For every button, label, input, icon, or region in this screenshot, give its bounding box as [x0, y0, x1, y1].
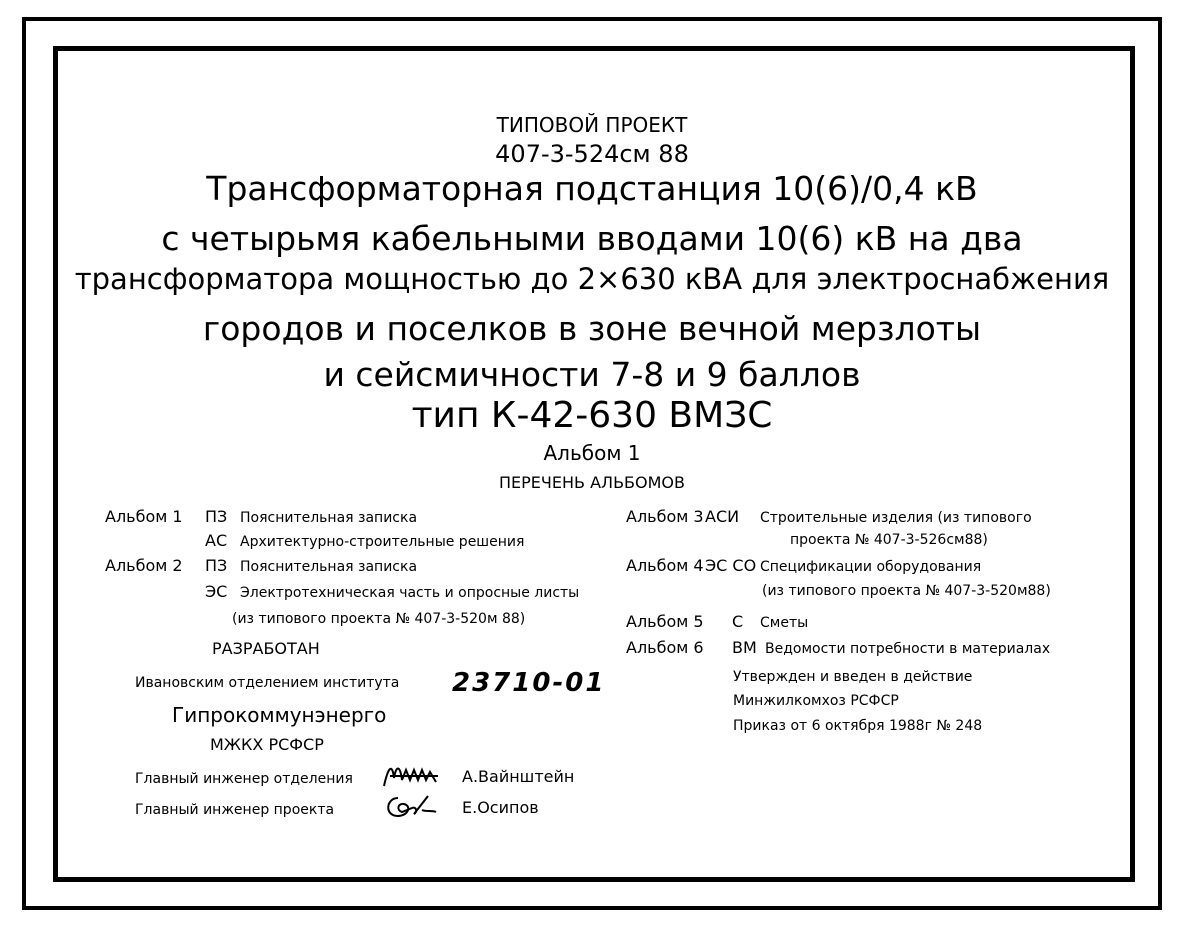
album-source-note: (из типового проекта № 407-3-520м 88): [232, 611, 526, 627]
album-desc: Сметы: [760, 615, 809, 631]
album-code: ПЗ: [205, 556, 228, 575]
album-code: АСИ: [705, 507, 740, 526]
album-code: ПЗ: [205, 507, 228, 526]
album-label: Альбом 5: [626, 612, 704, 631]
album-code: ЭС СО: [705, 556, 757, 575]
album-code: ВМ: [732, 638, 757, 657]
album-desc: Архитектурно-строительные решения: [240, 534, 525, 550]
album-code: ЭС: [205, 582, 228, 601]
album-label: Альбом 4: [626, 556, 704, 575]
title-line-3: трансформатора мощностью до 2×630 кВА для электроснабжения: [74, 262, 1110, 296]
album-label: Альбом 1: [105, 507, 183, 526]
albums-heading: ПЕРЕЧЕНЬ АЛЬБОМОВ: [499, 473, 685, 492]
title-line-5: и сейсмичности 7-8 и 9 баллов: [323, 355, 861, 394]
title-line-1: Трансформаторная подстанция 10(6)/0,4 кВ: [206, 169, 978, 208]
album-desc: Электротехническая часть и опросные листы: [240, 585, 580, 601]
album-desc-cont: проекта № 407-3-526см88): [790, 532, 988, 548]
album-desc: Строительные изделия (из типового: [760, 510, 1032, 526]
album-label: Альбом 3: [626, 507, 704, 526]
ministry-name: МЖКХ РСФСР: [210, 735, 324, 754]
title-line-6: тип К-42-630 ВМЗС: [411, 395, 773, 436]
developed-label: РАЗРАБОТАН: [212, 639, 320, 658]
album-desc: Пояснительная записка: [240, 559, 418, 575]
signature-name: Е.Осипов: [462, 798, 539, 817]
signature-role: Главный инженер отделения: [135, 771, 353, 787]
approval-line-3: Приказ от 6 октября 1988г № 248: [733, 718, 983, 734]
handwritten-signature-2: [382, 790, 442, 822]
album-code: С: [732, 612, 744, 631]
album-code: АС: [205, 531, 228, 550]
approval-line-2: Минжилкомхоз РСФСР: [733, 693, 899, 709]
title-line-4: городов и поселков в зоне вечной мерзлоты: [202, 309, 982, 348]
approval-line-1: Утвержден и введен в действие: [733, 669, 973, 685]
album-number: Альбом 1: [543, 441, 641, 465]
project-number: 407-3-524см 88: [495, 140, 689, 168]
signature-role: Главный инженер проекта: [135, 802, 335, 818]
handwritten-signature-1: [380, 758, 460, 790]
title-line-2: с четырьмя кабельными вводами 10(6) кВ на два: [161, 219, 1023, 258]
album-desc: Ведомости потребности в материалах: [765, 641, 1051, 657]
album-desc: Пояснительная записка: [240, 510, 418, 526]
album-label: Альбом 2: [105, 556, 183, 575]
album-desc-cont: (из типового проекта № 407-3-520м88): [762, 583, 1051, 599]
album-desc: Спецификации оборудования: [760, 559, 982, 575]
album-label: Альбом 6: [626, 638, 704, 657]
institute-name: Гипрокоммунэнерго: [172, 703, 387, 727]
developer-code: 23710-01: [452, 668, 606, 698]
developer-org: Ивановским отделением института: [135, 675, 400, 691]
header-label: ТИПОВОЙ ПРОЕКТ: [496, 113, 688, 137]
signature-name: А.Вайнштейн: [462, 767, 575, 786]
